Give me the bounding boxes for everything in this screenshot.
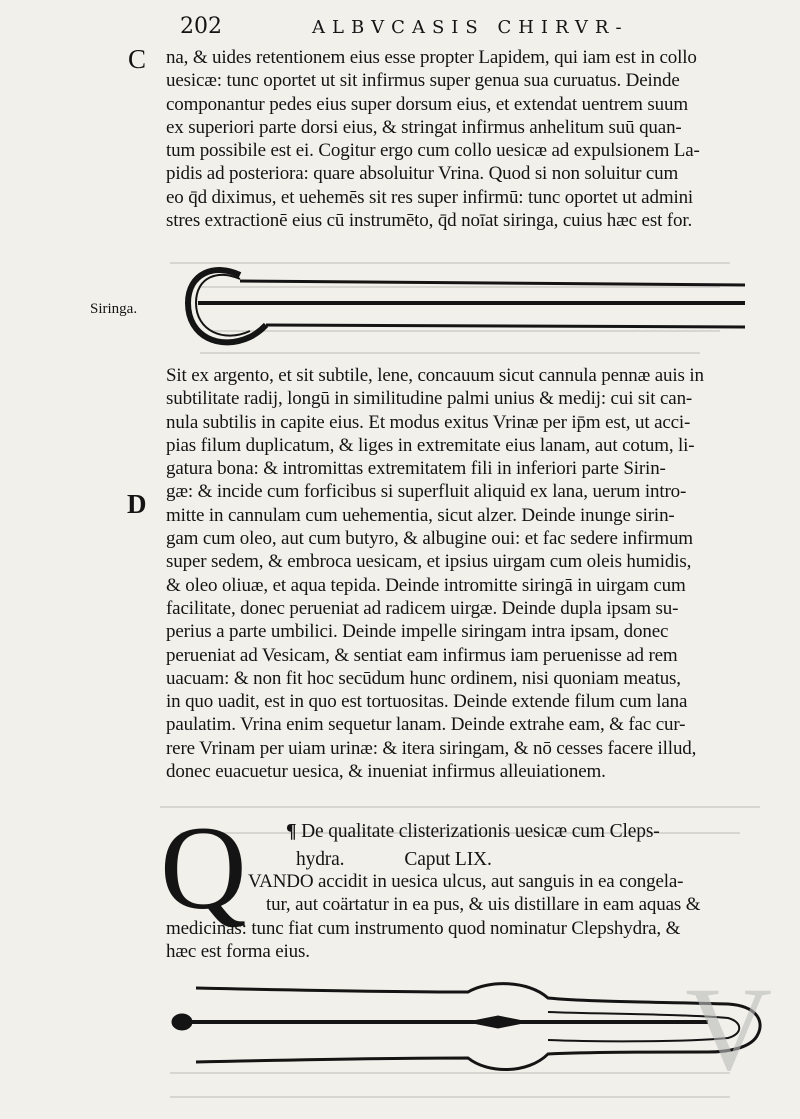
- pilcrow-mark: ¶: [286, 821, 297, 842]
- text-line: pias filum duplicatum, & liges in extremitate eius lanam, aut cotum, li-: [166, 434, 695, 456]
- text-line: mitte in cannulam cum uehementia, sicut alzer. Deinde inunge sirin-: [166, 504, 675, 526]
- text-line: in quo uadit, est in quo est tortuositas. Deinde extende filum cum lana: [166, 691, 688, 713]
- section-marker-c: C: [128, 44, 147, 74]
- paragraph-3: [166, 870, 778, 963]
- text-line: uacuam: & non fit hoc secūdum hunc ordinem, nisi quoniam meatus,: [166, 667, 681, 689]
- clepsydra-valve: [468, 1016, 528, 1028]
- clepsydra-illustration: [168, 978, 768, 1078]
- text-line: gatura bona: & intromittas extremitatem fili in inferiori parte Sirin-: [166, 458, 666, 480]
- text-line: & oleo oliuæ, et aqua tepida. Deinde intromitte siringā in uirgam cum: [166, 574, 686, 596]
- text-line: perius a parte umbilici. Deinde impelle siringam intra ipsam, donec: [166, 621, 669, 643]
- drop-cap-q: Q: [160, 801, 247, 934]
- chapter-number: Caput LIX.: [404, 849, 492, 870]
- text-line: medicinas: tunc fiat cum instrumento quod nominatur Clepshydra, &: [166, 917, 681, 939]
- chapter-heading: [166, 818, 778, 874]
- text-line: gam cum oleo, aut cum butyro, & albugine oui: et fac sedere infirmum: [166, 528, 693, 550]
- text-line: ex superiori parte dorsi eius, & stringat infirmus anhelitum suū quan-: [166, 116, 682, 138]
- page-header: [140, 14, 760, 46]
- siringa-loop-inner: [196, 275, 250, 336]
- text-line: donec euacuetur uesica, & inueniat infirmus alleuiationem.: [166, 761, 606, 783]
- text-line: stres extractionē eius cū instrumēto, q̄d noīat siringa, cuius hæc est for.: [166, 210, 693, 232]
- chapter-title: De qualitate clisterizationis uesicæ cum Cleps-: [301, 821, 660, 842]
- text-line: na, & uides retentionem eius esse propter Lapidem, qui iam est in collo: [166, 47, 697, 68]
- page-number: 202: [180, 14, 222, 39]
- text-line: tur, aut coärtatur in ea pus, & uis distillare in eam aquas &: [266, 894, 701, 916]
- text-line: pidis ad posteriora: quare absoluitur Vrina. Quod si non soluitur cum: [166, 163, 679, 185]
- chapter-title-line-1: [166, 818, 778, 846]
- text-line: tum possibile est ei. Cogitur ergo cum collo uesicæ ad expulsionem La-: [166, 140, 700, 162]
- text-line: perueniat ad Vesicam, & sentiat eam infirmus iam peruenisse ad rem: [166, 644, 678, 666]
- siringa-marginal-label: Siringa.: [90, 301, 138, 317]
- text-line: eo q̄d diximus, et uehemēs sit res super infirmū: tunc oportet ut admini: [166, 186, 694, 208]
- clepsydra-outer-top: [196, 984, 760, 1052]
- text-line: super sedem, & embroca uesicam, et ipsius uirgam cum oleis humidis,: [166, 551, 692, 573]
- running-head: ALBVCASIS CHIRVR-: [312, 17, 629, 38]
- text-line: gæ: & incide cum forficibus si superfluit aliquid ex lana, uerum intro-: [166, 481, 687, 503]
- text-line: paulatim. Vrina enim sequetur lanam. Deinde extrahe eam, & fac cur-: [166, 714, 686, 736]
- show-through-letter: V: [685, 962, 772, 1095]
- text-line: subtilitate radij, longū in similitudine palmi unius & medij: cui sit can-: [166, 388, 693, 410]
- text-line: nula subtilis in capite eius. Et modus exitus Vrinæ per ip̄m est, ut acci-: [166, 411, 691, 433]
- text-line: rere Vrinam per uiam urinæ: & itera siringam, & nō cesses facere illud,: [166, 737, 697, 759]
- text-line: Sit ex argento, et sit subtile, lene, concauum sicut cannula pennæ auis in: [166, 365, 704, 386]
- text-line: uesicæ: tunc oportet ut sit infirmus super genua sua curuatus. Deinde: [166, 70, 680, 92]
- paragraph-1: [166, 46, 778, 232]
- text-line: componantur pedes eius super dorsum eius, et extendat uentrem suum: [166, 93, 688, 115]
- text-line: VANDO accidit in uesica ulcus, aut sanguis in ea congela-: [248, 871, 684, 892]
- clepsydra-knob: [172, 1014, 192, 1030]
- siringa-tube-top: [240, 281, 745, 285]
- clepsydra-outer-bottom: [196, 1052, 708, 1070]
- text-line: facilitate, donec perueniat ad radicem uirgæ. Deinde dupla ipsam su-: [166, 597, 679, 619]
- section-marker-d: D: [127, 489, 147, 519]
- siringa-tube-bottom: [266, 325, 745, 327]
- paragraph-2: [166, 364, 778, 783]
- chapter-title-end: hydra.: [296, 849, 345, 870]
- siringa-illustration: [180, 255, 750, 355]
- text-line: hæc est forma eius.: [166, 940, 310, 962]
